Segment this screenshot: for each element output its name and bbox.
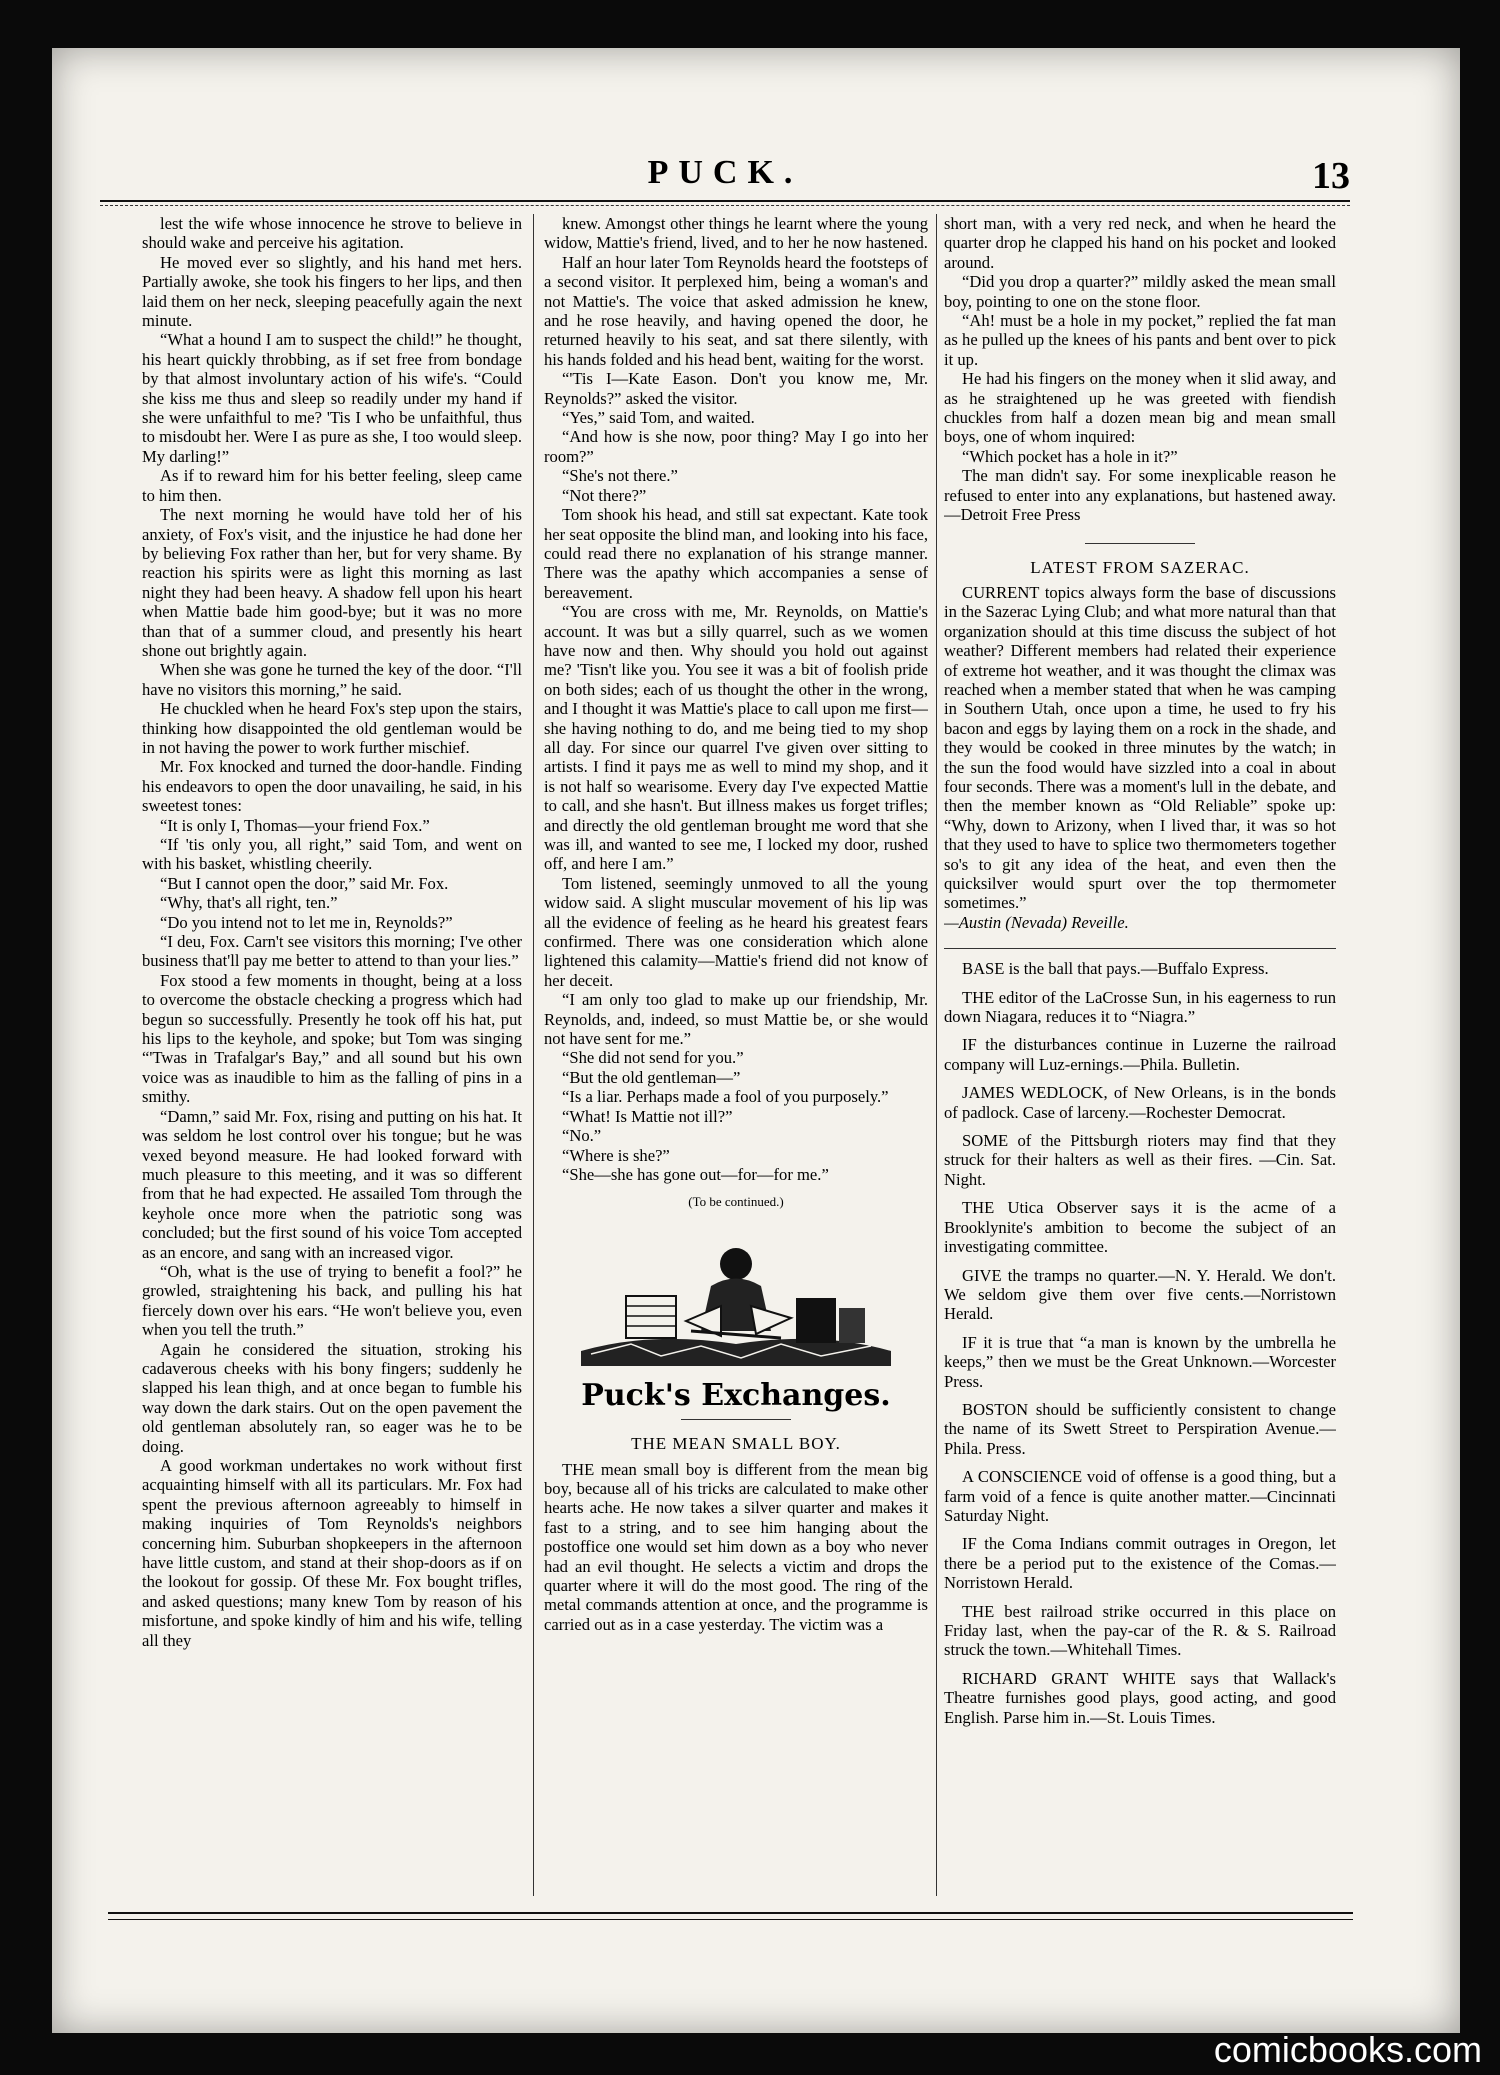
watermark-text: comicbooks.com: [1213, 2029, 1482, 2070]
magazine-title: PUCK.: [647, 154, 803, 191]
paragraph: When she was gone he turned the key of the door. “I'll have no visitors this morning,” he said.: [142, 660, 522, 699]
paragraph: “She did not send for you.”: [562, 1048, 744, 1068]
short-item: IF the disturbances continue in Luzerne the railroad company will Luz-ernings.—Phila. Bulletin.: [944, 1035, 1336, 1074]
paragraph: He had his fingers on the money when it slid away, and as he straightened up he was greeted with fiendish chuckles from half a dozen mean big and mean small boys, one of whom inquired:: [944, 369, 1336, 447]
paragraph: “Not there?”: [562, 485, 647, 505]
to-be-continued: (To be continued.): [688, 1194, 784, 1210]
paragraph: CURRENT topics always form the base of discussions in the Sazerac Lying Club; and what more natural than that organization should at this time discuss the subject of hot weather? Different members had related their experience of extreme hot weather, and it was thought the climax was reached when a member stated that when he was camping in Southern Utah, once upon a time, he used to fry his bacon and eggs by laying them on a rock in the shade, and they would be cooked in three minutes by the watch; in the sun the food would have sizzled into a coal in about four seconds. There was a moment's lull in the debate, and then the member known as “Old Reliable” spoke up: “Why, down to Arizony, when I lived thar, it was so hot that they used to have to splice two thermometers together so's to git any idea of the heat, and even then the quicksilver would spurt over the top thermometer sometimes.”: [944, 582, 1336, 913]
paragraph: As if to reward him for his better feeling, sleep came to him then.: [142, 466, 522, 505]
paragraph: THE mean small boy is different from the mean big boy, because all of his tricks are calculated to make other hearts ache. He now takes a silver quarter and makes it fast to a string, and to see him hanging about the postoffice one would set him down as a boy who never had an evil thought. He selects a victim and drops the quarter where it will do the most good. The ring of the metal commands attention at once, and the programme is carried out as in a case yesterday. The victim was a: [544, 1459, 928, 1634]
article-source: —Austin (Nevada) Reveille.: [944, 912, 1129, 932]
paragraph: He chuckled when he heard Fox's step upon the stairs, thinking how disappointed the old gentleman would be in not having the power to work further mischief.: [142, 699, 522, 757]
section-title: Puck's Exchanges.: [581, 1377, 891, 1413]
article-title: THE MEAN SMALL BOY.: [631, 1434, 841, 1454]
short-item: JAMES WEDLOCK, of New Orleans, is in the bonds of padlock. Case of larceny.—Rochester Democrat.: [944, 1083, 1336, 1122]
paragraph: “But the old gentleman—”: [562, 1067, 741, 1087]
paragraph: Mr. Fox knocked and turned the door-handle. Finding his endeavors to open the door unavailing, he said, in his sweetest tones:: [142, 757, 522, 816]
paragraph: The man didn't say. For some inexplicable reason he refused to enter into any explanations, but hastened away.—Detroit Free Press: [944, 466, 1336, 525]
bottom-rule: [108, 1912, 1353, 1920]
paragraph: “Where is she?”: [562, 1145, 670, 1165]
section-rule: [944, 948, 1336, 949]
short-item: GIVE the tramps no quarter.—N. Y. Herald. We don't. We seldom give them over five cents.—Norristown Herald.: [944, 1265, 1336, 1324]
paragraph: “Do you intend not to let me in, Reynolds?”: [160, 912, 453, 932]
page-number: 13: [1312, 155, 1350, 197]
paragraph: “Is a liar. Perhaps made a fool of you purposely.”: [562, 1087, 889, 1107]
paragraph: “What! Is Mattie not ill?”: [562, 1106, 733, 1126]
paragraph: short man, with a very red neck, and when he heard the quarter drop he clapped his hand on his pocket and looked around.: [944, 214, 1336, 272]
paragraph: Tom listened, seemingly unmoved to all the young widow said. A slight muscular movement of his lip was all the evidence of feeling as he heard his greatest fears confirmed. There was one consideration which alone lightened this calamity—Mattie's friend did not know of her deceit.: [544, 873, 928, 990]
column-3: [944, 214, 1336, 1896]
column-divider-1: [533, 214, 534, 1896]
paragraph: Again he considered the situation, stroking his cadaverous cheeks with his bony fingers; suddenly he slapped his lean thigh, and at once began to fumble his way down the dark stairs. Out on the open pavement the old gentleman absolutely ran, so eager was he to be doing.: [142, 1339, 522, 1456]
column-2: [544, 214, 928, 1896]
short-item: BASE is the ball that pays.—Buffalo Express.: [962, 959, 1269, 979]
paragraph: “It is only I, Thomas—your friend Fox.”: [160, 815, 430, 835]
paragraph: “'Tis I—Kate Eason. Don't you know me, Mr. Reynolds?” asked the visitor.: [544, 369, 928, 408]
puck-exchanges-engraving: [571, 1226, 901, 1376]
paragraph: “Ah! must be a hole in my pocket,” replied the fat man as he pulled up the knees of his pants and bent over to pick it up.: [944, 311, 1336, 369]
paragraph: “She's not there.”: [562, 466, 678, 486]
short-item: IF it is true that “a man is known by the umbrella he keeps,” then we must be the Great Unknown.—Worcester Press.: [944, 1332, 1336, 1391]
short-item: THE editor of the LaCrosse Sun, in his eagerness to run down Niagara, reduces it to “Niagra.”: [944, 987, 1336, 1027]
paragraph: “I am only too glad to make up our friendship, Mr. Reynolds, and, indeed, so must Mattie be, or she would not have sent for me.”: [544, 990, 928, 1049]
column-divider-2: [936, 214, 937, 1896]
section-rule: [681, 1419, 791, 1420]
article-title: LATEST FROM SAZERAC.: [1030, 557, 1250, 577]
paragraph: “If 'tis only you, all right,” said Tom, and went on with his basket, whistling cheerily.: [142, 835, 522, 874]
paragraph: “Oh, what is the use of trying to benefit a fool?” he growled, straightening his back, and pulling his hat fiercely down over his ears. “He won't believe you, even when you tell the truth.”: [142, 1261, 522, 1340]
paragraph: “But I cannot open the door,” said Mr. Fox.: [160, 873, 449, 893]
paragraph: “Which pocket has a hole in it?”: [962, 446, 1178, 466]
paragraph: Fox stood a few moments in thought, being at a loss to overcome the obstacle checking a progress which had begun so successfully. Presently he took off his hat, put his lips to the keyhole, and spoke; but Tom was singing “'Twas in Trafalgar's Bay,” and all sound but his own voice was as inaudible to him as the falling of pins in a smithy.: [142, 970, 522, 1107]
paragraph: “You are cross with me, Mr. Reynolds, on Mattie's account. It was but a silly quarrel, such as we women have now and then. Why should you hold out against me? 'Tisn't like you. You see it was a bit of foolish pride on both sides; each of us thought the other in the wrong, and I thought it was Mattie's place to call upon me first—she having nothing to do, and me being tied to my shop all day. For since our quarrel I've given over sitting to artists. I find it pays me as well to mind my shop, and it is not half so wearisome. Every day I've expected Mattie to call, and she hasn't. But illness makes us forget trifles; and directly the old gentleman brought me word that she was ill, and wanted to see me, I locked my door, rushed off, and here I am.”: [544, 602, 928, 874]
short-item: RICHARD GRANT WHITE says that Wallack's Theatre furnishes good plays, good acting, and good English. Parse him in.—St. Louis Times.: [944, 1668, 1336, 1727]
short-item: IF the Coma Indians commit outrages in Oregon, let there be a period put to the existence of the Comas.—Norristown Herald.: [944, 1534, 1336, 1593]
short-item: THE best railroad strike occurred in this place on Friday last, when the pay-car of the R. & S. Railroad struck the town.—Whitehall Times.: [944, 1601, 1336, 1660]
short-item: SOME of the Pittsburgh rioters may find that they struck for their halters as well as their fires. —Cin. Sat. Night.: [944, 1131, 1336, 1189]
paragraph: lest the wife whose innocence he strove to believe in should wake and perceive his agitation.: [142, 214, 522, 253]
paragraph: “Damn,” said Mr. Fox, rising and putting on his hat. It was seldom he lost control over his tongue; but he was vexed beyond measure. He had looked forward with much pleasure to this meeting, and it was so different from that he had expected. He assailed Tom through the keyhole once more when the patriotic song was concluded; but the first sound of his voice Tom accepted as an encore, and sang with an increased vigor.: [142, 1106, 522, 1262]
article-rule: [1085, 543, 1195, 544]
paragraph: Tom shook his head, and still sat expectant. Kate took her seat opposite the blind man, and looking into his face, could read there no explanation of his strange manner. There was the apathy which accompanies a sense of bereavement.: [544, 505, 928, 602]
paragraph: knew. Amongst other things he learnt where the young widow, Mattie's friend, lived, and to her he now hastened.: [544, 214, 928, 253]
paragraph: “And how is she now, poor thing? May I go into her room?”: [544, 427, 928, 466]
short-item: BOSTON should be sufficiently consistent to change the name of its Swett Street to Perspiration Avenue.—Phila. Press.: [944, 1399, 1336, 1458]
paragraph: A good workman undertakes no work without first acquainting himself with all its particulars. Mr. Fox had spent the previous afternoon agreeably to himself in making inquiries of Tom Reynolds's neighbors concerning him. Suburban shopkeepers in the afternoon have little custom, and stand at their shop-doors as if on the lookout for gossip. Of these Mr. Fox bought trifles, and asked questions; many knew Tom by reason of his misfortune, and spoke kindly of him and his wife, telling all they: [142, 1456, 522, 1650]
paragraph: The next morning he would have told her of his anxiety, of Fox's visit, and the injustice he had done her by believing Fox rather than her, but for very shame. By reaction his spirits were as light this morning as last night they had been heavy. A shadow fell upon his heart when Mattie bade him good-bye; but it was no more than that of a summer cloud, and presently his heart shone out brightly again.: [142, 505, 522, 660]
short-item: A CONSCIENCE void of offense is a good thing, but a farm void of a fence is quite another matter.—Cincinnati Saturday Night.: [944, 1467, 1336, 1525]
short-item: THE Utica Observer says it is the acme of a Brooklynite's ambition to become the subject of an investigating committee.: [944, 1198, 1336, 1257]
paragraph: “No.”: [562, 1126, 602, 1146]
column-1: [142, 214, 522, 1896]
paragraph: “Did you drop a quarter?” mildly asked the mean small boy, pointing to one on the stone floor.: [944, 272, 1336, 311]
masthead: [100, 150, 1350, 206]
paragraph: He moved ever so slightly, and his hand met hers. Partially awoke, she took his fingers to her lips, and then laid them on her neck, sleeping peacefully again the next minute.: [142, 252, 522, 331]
paragraph: “What a hound I am to suspect the child!” he thought, his heart quickly throbbing, as if set free from bondage by that almost involuntary action of his wife's. “Could she kiss me thus and sleep so readily under my hand if she were unfaithful to me? 'Tis I who be unfaithful, thus to misdoubt her. Were I as pure as she, I too would sleep. My darling!”: [142, 330, 522, 466]
masthead-rule: [100, 200, 1350, 206]
paragraph: “Yes,” said Tom, and waited.: [562, 408, 755, 428]
paragraph: “She—she has gone out—for—for me.”: [562, 1164, 829, 1184]
paragraph: Half an hour later Tom Reynolds heard the footsteps of a second visitor. It perplexed him, being a woman's and not Mattie's. The voice that asked admission he knew, and he rose heavily, and having opened the door, he returned heavily to his seat, and sat there silently, with his hands folded and his head bent, waiting for the worst.: [544, 252, 928, 369]
paragraph: “Why, that's all right, ten.”: [160, 893, 338, 913]
paragraph: “I deu, Fox. Carn't see visitors this morning; I've other business that'll pay me better to attend to than your lies.”: [142, 932, 522, 971]
